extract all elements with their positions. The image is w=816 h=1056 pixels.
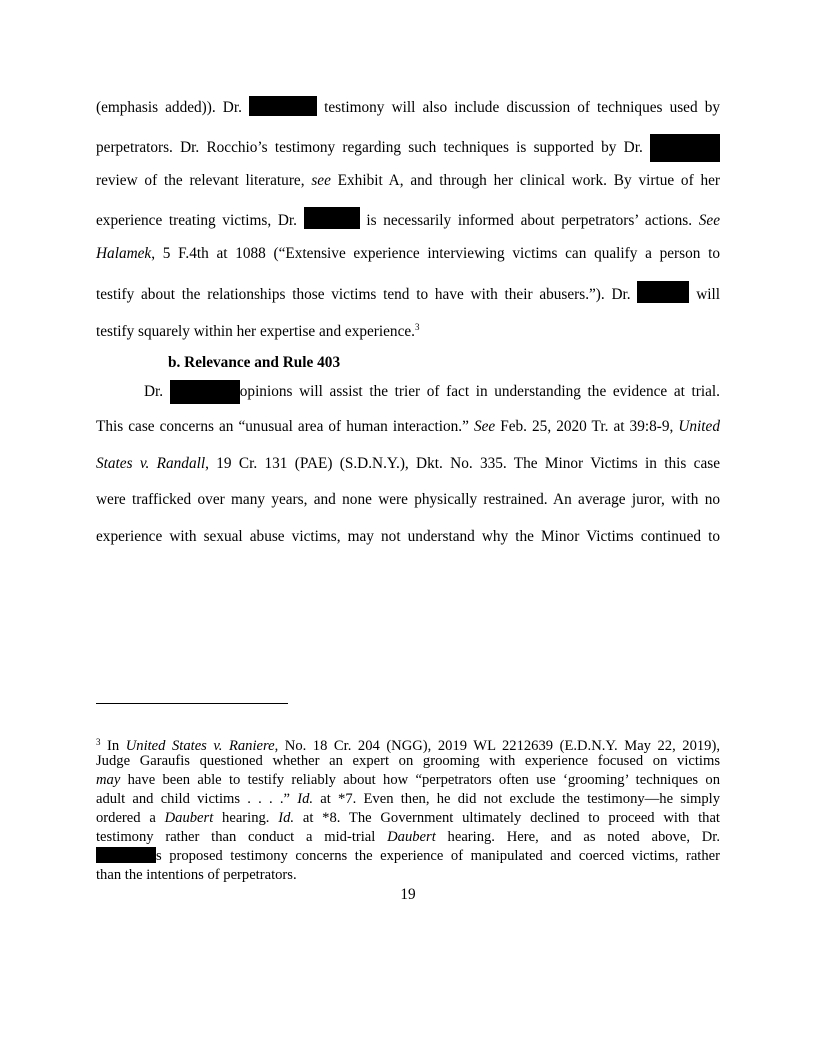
- body-line-9: This case concerns an “unusual area of human interaction.” See Feb. 25, 2020 Tr. at 39:8-9, United: [96, 418, 720, 435]
- body-line-4: experience treating victims, Dr. is necessarily informed about perpetrators’ actions. See: [96, 207, 720, 231]
- body-line-7: testify squarely within her expertise and experience.$^3$: [96, 322, 420, 340]
- footnote-reference: 3: [415, 322, 420, 332]
- body-line-2: perpetrators. Dr. Rocchio’s testimony regarding such techniques is supported by Dr.: [96, 134, 720, 162]
- footnote-line-7: s proposed testimony concerns the experience of manipulated and coerced victims, rather: [96, 847, 720, 866]
- redaction-box: [170, 380, 240, 404]
- body-line-5: Halamek, 5 F.4th at 1088 (“Extensive experience interviewing victims can qualify a person to: [96, 245, 720, 262]
- body-line-8: Dr. opinions will assist the trier of fact in understanding the evidence at trial.: [144, 380, 720, 404]
- footnote-line-5: ordered a Daubert hearing. Id. at *8. The Government ultimately declined to proceed with that: [96, 810, 720, 826]
- page-number: 19: [400, 886, 416, 903]
- body-line-6: testify about the relationships those victims tend to have with their abusers.”). Dr. will: [96, 281, 720, 305]
- footnote-line-6: testimony rather than conduct a mid-trial Daubert hearing. Here, and as noted above, Dr.: [96, 829, 720, 845]
- footnote-line-4: adult and child victims . . . .” Id. at *7. Even then, he did not exclude the testimony—he simply: [96, 791, 721, 807]
- footnote-line-1: $^3$ In United States v. Raniere, No. 18 Cr. 204 (NGG), 2019 WL 2212639 (E.D.N.Y. May 22, 2019),: [96, 737, 720, 754]
- redaction-box: [304, 207, 360, 229]
- footnote-line-8: than the intentions of perpetrators.: [96, 867, 297, 883]
- footnote-number: 3: [96, 737, 101, 747]
- redaction-box: [96, 847, 156, 863]
- section-heading: b. Relevance and Rule 403: [168, 354, 341, 371]
- footnote-line-2: Judge Garaufis questioned whether an expert on grooming with experience focused on victims: [96, 753, 720, 769]
- body-line-11: were trafficked over many years, and none were physically restrained. An average juror, with no: [96, 491, 720, 508]
- footnote-separator: [96, 703, 288, 704]
- body-line-10: States v. Randall, 19 Cr. 131 (PAE) (S.D.N.Y.), Dkt. No. 335. The Minor Victims in this case: [96, 455, 721, 472]
- footnote-line-3: may have been able to testify reliably about how “perpetrators often use ‘grooming’ techniques on: [96, 772, 720, 788]
- redaction-box: [650, 134, 720, 162]
- body-line-1: (emphasis added)). Dr. testimony will also include discussion of techniques used by: [96, 96, 720, 118]
- redaction-box: [637, 281, 689, 303]
- body-line-3: review of the relevant literature, see Exhibit A, and through her clinical work. By virtue of her: [96, 172, 720, 189]
- redaction-box: [249, 96, 317, 116]
- body-line-12: experience with sexual abuse victims, may not understand why the Minor Victims continued to: [96, 528, 720, 545]
